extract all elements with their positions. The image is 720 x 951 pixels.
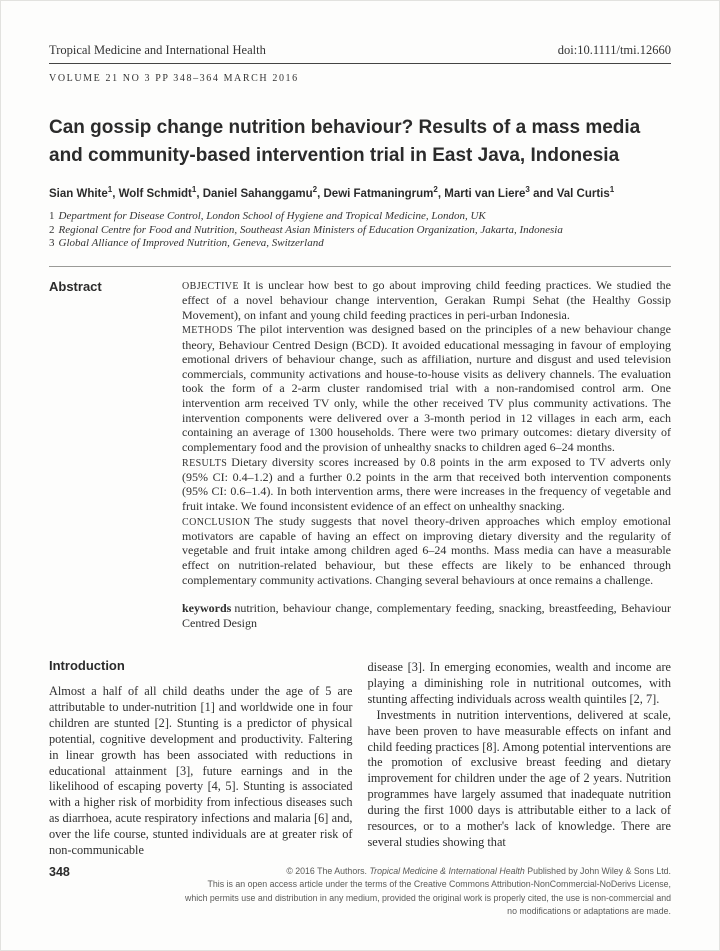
affiliations bbox=[49, 210, 671, 251]
abstract-section-label: OBJECTIVE bbox=[182, 280, 239, 292]
page-number: 348 bbox=[49, 865, 70, 880]
author: Sian White$^1$, bbox=[49, 185, 119, 201]
author: Dewi Fatmaningrum$^2$, bbox=[323, 185, 445, 201]
page-footer bbox=[49, 865, 671, 918]
abstract-label: Abstract bbox=[49, 278, 102, 294]
section-heading-introduction: Introduction bbox=[49, 658, 125, 674]
abstract-methods: METHODS The pilot intervention was designed based on the principles of a new behaviour change theory, Behaviour Centred Design (BCD). It avoided educational messaging in favour of employing emotional drivers of behaviour change, such as affiliation, nurture and disgust and used television commercials, community activations and house-to-house visits as delivery channels. The evaluation took the form of a 2-arm cluster randomised trial with a non-randomised control arm. One intervention arm received TV only, while the other received TV plus community activations. The intervention components were delivered over a 3-month period in 12 villages in each arm, each containing an average of 1300 households. There were two primary outcomes: dietary diversity of complementary food and the provision of unhealthy snacks to children aged 6–24 months. bbox=[182, 322, 671, 454]
author: Daniel Sahanggamu$^2$, bbox=[202, 185, 324, 201]
author: Val Curtis$^1$ bbox=[556, 185, 615, 201]
author-affiliation-sup: 2 bbox=[433, 185, 438, 195]
author-affiliation-sup: 1 bbox=[107, 185, 113, 195]
article-title: Can gossip change nutrition behaviour? Results of a mass media and community-based intervention trial in East Java, Indonesia bbox=[49, 117, 641, 167]
author-affiliation-sup: 3 bbox=[525, 185, 530, 195]
author: Wolf Schmidt$^1$, bbox=[118, 185, 203, 201]
abstract-section-label: RESULTS bbox=[182, 457, 228, 469]
body-paragraph: Investments in nutrition interventions, delivered at scale, have been proven to have measurable effects on infant and child feeding practices [8]. Among potential interventions are the promotion of exclusive breast feeding and dietary improvement for children under the age of 2 years. Nutrition programmes have largely assumed that inadequate nutrition during the first 1000 days is attributable either to a lack of resources, or to a mother's lack of knowledge. There are several studies showing that bbox=[367, 707, 671, 849]
abstract-rule bbox=[49, 266, 671, 267]
abstract-objective: OBJECTIVE It is unclear how best to go about improving child feeding practices. We studied the effect of a novel behaviour change intervention, Gerakan Rumpi Sehat (the Healthy Gossip Movement), on infant and young child feeding practices in peri-urban Indonesia. bbox=[182, 277, 671, 322]
abstract-section-label: CONCLUSION bbox=[182, 516, 251, 528]
author-affiliation-sup: 2 bbox=[312, 185, 318, 195]
body-paragraph: Almost a half of all child deaths under the age of 5 are attributable to under-nutrition [1] and worldwide one in four children are stunted [2]. Stunting is a predictor of physical potential, cognitive development and productivity. Faltering in linear growth has been associated with reductions in educational attainment [3], future earnings and in the likelihood of escaping poverty [4, 5]. Stunting is associated with a higher risk of morbidity from infectious diseases such as diarrhoea, acute respiratory infections and malaria [6] and, over the life course, stunted individuals are at greater risk of non-communicable bbox=[49, 684, 353, 857]
journal-name-italic: Tropical Medicine & International Health bbox=[369, 866, 525, 877]
copyright-notice bbox=[70, 865, 671, 918]
abstract-section-label: METHODS bbox=[182, 325, 234, 337]
header-rule bbox=[49, 63, 671, 64]
authors-line bbox=[49, 185, 671, 200]
volume-line: VOLUME 21 NO 3 PP 348–364 MARCH 2016 bbox=[49, 73, 299, 84]
article-body bbox=[49, 658, 671, 858]
doi: doi:10.1111/tmi.12660 bbox=[557, 43, 671, 57]
abstract-section bbox=[49, 278, 671, 631]
affiliation-line: 2 Regional Centre for Food and Nutrition, Southeast Asian Ministers of Education Organization, Jakarta, Indonesia bbox=[49, 223, 563, 236]
affiliation-line: 1 Department for Disease Control, London School of Hygiene and Tropical Medicine, London, UK bbox=[49, 210, 486, 223]
keywords-label: keywords bbox=[182, 601, 232, 616]
affiliation-line: 3 Global Alliance of Improved Nutrition, Geneva, Switzerland bbox=[49, 237, 324, 250]
copyright-line: which permits use and distribution in any medium, provided the original work is properly cited, the use is non-commercial and bbox=[184, 892, 671, 903]
copyright-line: This is an open access article under the terms of the Creative Commons Attribution-NonCommercial-NoDerivs License, bbox=[207, 879, 671, 890]
abstract-body bbox=[182, 278, 671, 631]
author-affiliation-sup: 1 bbox=[609, 185, 615, 195]
abstract-results: RESULTS Dietary diversity scores increased by 0.8 points in the arm exposed to TV adverts only (95% CI: 0.4–1.2) and a further 0.2 points in the arm that received both intervention components (95% CI: 0.6–1.4). In both intervention arms, there were increases in the frequency of vegetable and fruit intake. We found inconsistent evidence of an effect on unhealthy snacking. bbox=[182, 454, 671, 513]
copyright-line: no modifications or adaptations are made. bbox=[507, 905, 671, 916]
author: Marti van Liere$^3$ and bbox=[444, 185, 557, 201]
journal-header-row bbox=[49, 43, 671, 58]
copyright-line: © 2016 The Authors. Tropical Medicine & International Health Published by John Wiley & Sons Ltd. bbox=[286, 866, 671, 877]
author-affiliation-sup: 1 bbox=[191, 185, 197, 195]
right-column bbox=[368, 658, 672, 858]
body-paragraph: disease [3]. In emerging economies, wealth and income are playing a diminishing role in nutritional outcomes, with stunting affecting individuals across wealth quintiles [2, 7]. bbox=[367, 660, 671, 707]
keywords: keywords nutrition, behaviour change, complementary feeding, snacking, breastfeeding, Behaviour Centred Design bbox=[182, 601, 671, 631]
journal-name: Tropical Medicine and International Health bbox=[49, 43, 266, 57]
abstract-conclusion: CONCLUSION The study suggests that novel theory-driven approaches which employ emotional motivators are capable of having an effect on improving dietary diversity and the regularity of vegetable and fruit intake among children aged 6–24 months. Mass media can have a measurable effect on nutrition-related behaviour, but these effects are likely to be enhanced through complementary community activations. Changing several behaviours at once remains a challenge. bbox=[182, 513, 671, 587]
left-column bbox=[49, 658, 353, 858]
